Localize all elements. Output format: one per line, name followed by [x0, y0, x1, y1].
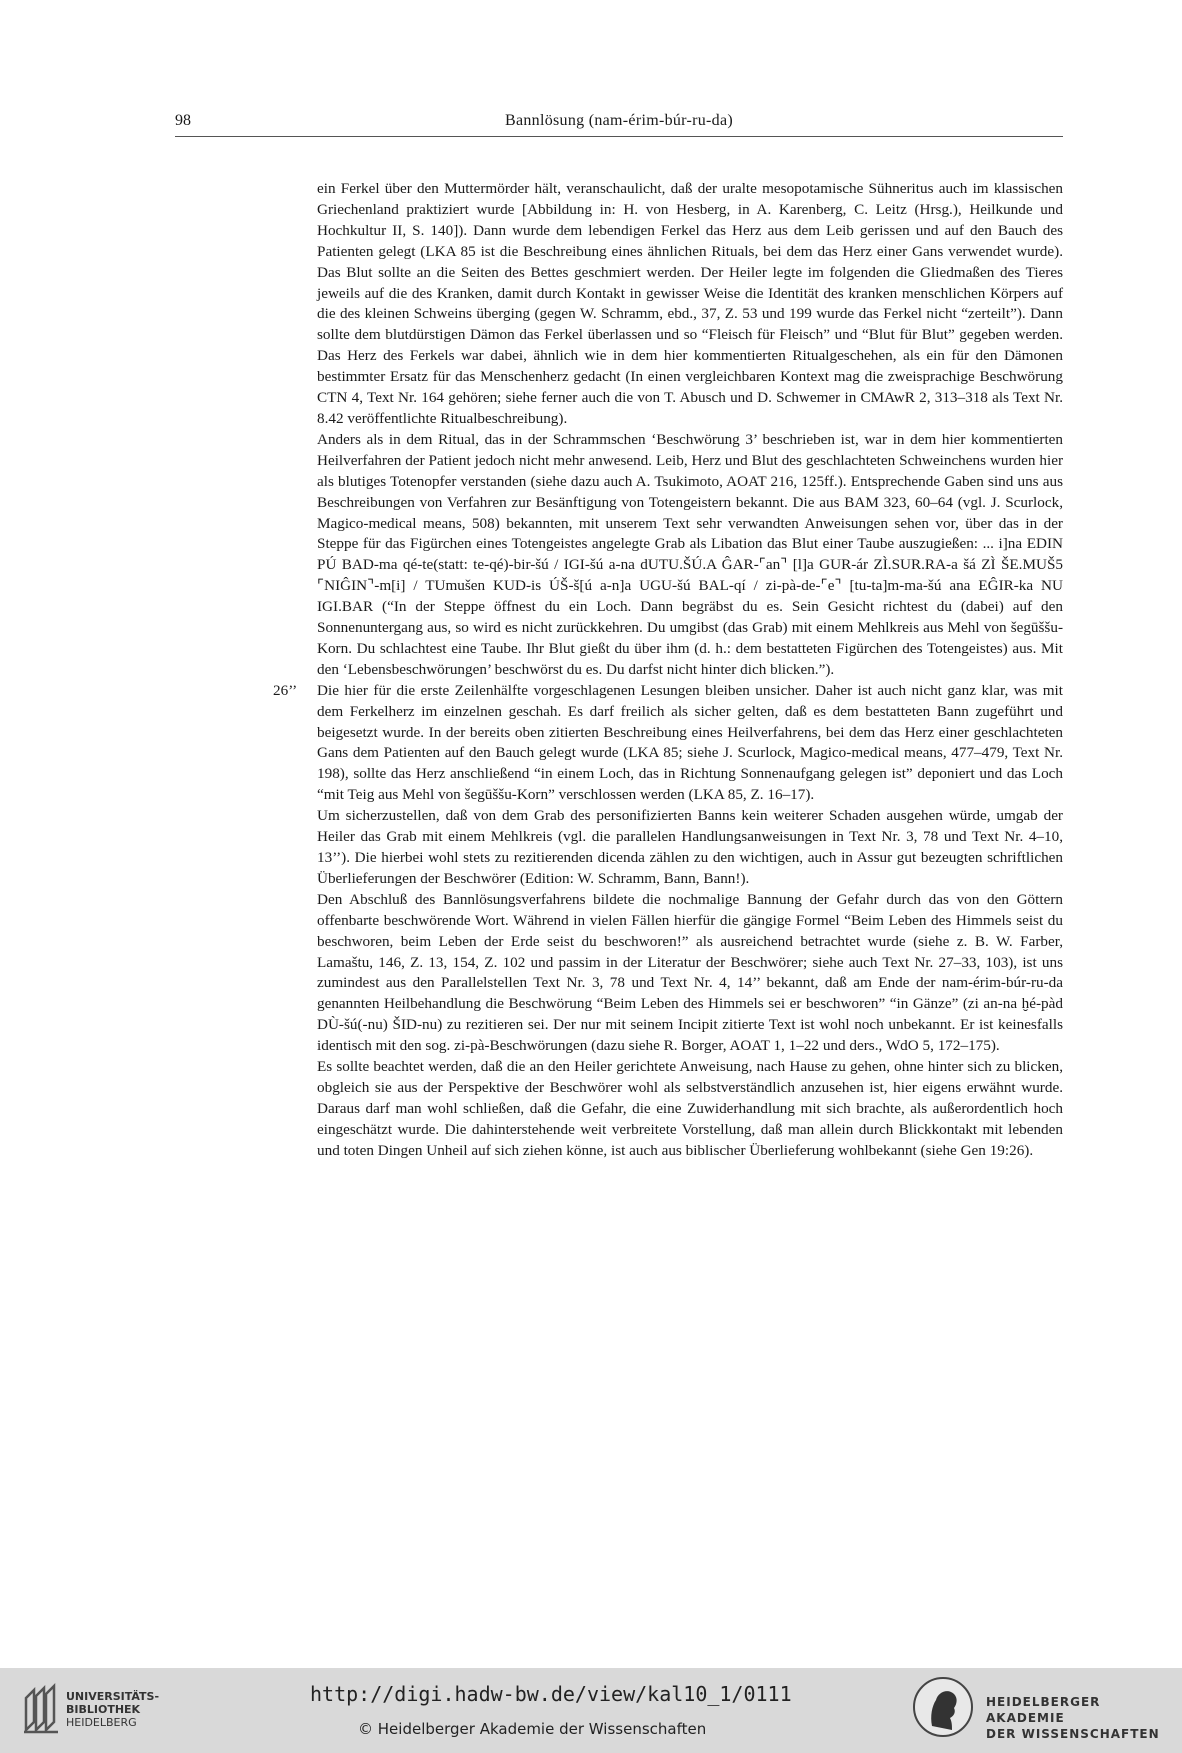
copyright-notice: © Heidelberger Akademie der Wissenschaften	[358, 1720, 707, 1738]
paragraph-text: Anders als in dem Ritual, das in der Schrammschen ‘Beschwörung 3’ beschrieben ist, war in dem hier kommentierten Heilverfahren der Patient jedoch nicht mehr anwesend. Leib, Herz und Blut des geschlachteten Schweinchens wurden hier als blutiges Totenopfer verstanden (siehe dazu auch A. Tsukimoto, AOAT 216, 125ff.). Entsprechende Gaben sind uns aus Beschreibungen von Verfahren zur Besänftigung von Totengeistern bekannt. Die aus BAM 323, 60–64 (vgl. J. Scurlock, Magico-medical means, 508) bekannten, mit unserem Text sehr verwandten Anweisungen sehen vor, über das in der Steppe für das Figürchen eines Totengeistes angelegte Grab als Libation das Blut einer Taube auszugießen: ... i]na EDIN PÚ BAD-ma qé-te(statt: te-qé)-bir-šú / IGI-šú a-na dUTU.ŠÚ.A ĜAR-⌜an⌝ [l]a GUR-ár ZÌ.SUR.RA-a šá ZÌ ŠE.MUŠ5 ⌜NIĜIN⌝-m[i] / TUmušen KUD-is ÚŠ-š[ú a-n]a UGU-šú BAL-qí / zi-pà-de-⌜e⌝ [tu-ta]m-ma-šú ana EĜIR-ka NU IGI.BAR (“In der Steppe öffnest du ein Loch. Dann begräbst du es. Sein Gesicht richtest du (dabei) auf den Sonnenuntergang aus, so wird es nicht zurückkehren. Du umgibst (das Grab) mit einem Mehlkreis aus Mehl von šegūššu-Korn. Du schlachtest eine Taube. Ihr Blut gießt du über ihm (d. h.: dem bestatteten Figürchen des Totengeistes) aus. Mit den ‘Lebensbeschwörungen’ beschwörst du es. Du darfst nicht hinter dich blicken.”).	[317, 430, 1063, 678]
book-stack-icon	[20, 1682, 72, 1738]
library-name	[66, 1690, 159, 1729]
academy-name	[986, 1694, 1182, 1742]
commentary-paragraph	[317, 430, 1063, 681]
commentary-paragraph	[317, 179, 1063, 430]
paragraph-text: Um sicherzustellen, daß von dem Grab des personifizierten Banns kein weiterer Schaden ausgehen würde, umgab der Heiler das Grab mit einem Mehlkreis (vgl. die parallelen Handlungsanweisungen in Text Nr. 3, 78 und Text Nr. 4–10, 13’’). Die hierbei wohl stets zu rezitierenden dicenda zählen zu den wichtigen, auch in Assur gut bezeugten schriftlichen Überlieferungen der Beschwörer (Edition: W. Schramm, Bann, Bann!).	[317, 807, 1063, 887]
library-name-line: UNIVERSITÄTS-	[66, 1690, 160, 1703]
permalink-url[interactable]: http://digi.hadw-bw.de/view/kal10_1/0111	[310, 1682, 792, 1706]
page-number: 98	[175, 112, 191, 129]
library-name-line: HEIDELBERG	[66, 1716, 137, 1729]
paragraph-text: Die hier für die erste Zeilenhälfte vorgeschlagenen Lesungen bleiben unsicher. Daher ist auch nicht ganz klar, was mit dem Ferkelherz im einzelnen geschah. Es darf freilich als sicher gelten, daß es dem bestatteten Bann zugeführt und beigesetzt wurde. In der bereits oben zitierten Beschreibung eines Heilverfahrens, bei dem das Herz einer geschlachteten Gans dem Patienten auf den Bauch gelegt wurde (LKA 85; siehe J. Scurlock, Magico-medical means, 477–479, Text Nr. 198), sollte das Herz anschließend “in einem Loch, das in Richtung Sonnenaufgang gelegen ist” deponiert und das Loch “mit Teig aus Mehl von šegūššu-Korn” verschlossen werden (LKA 85, Z. 16–17).	[317, 681, 1063, 804]
line-reference: 26’’	[273, 681, 298, 699]
page-header	[175, 112, 1063, 137]
academy-name-line: HEIDELBERGER AKADEMIE	[986, 1695, 1101, 1725]
academy-name-line: DER WISSENSCHAFTEN	[986, 1727, 1160, 1741]
portrait-medallion-icon	[912, 1676, 974, 1738]
paragraph-text: ein Ferkel über den Muttermörder hält, veranschaulicht, daß der uralte mesopotamische Sühneritus auch im klassischen Griechenland praktiziert wurde [Abbildung in: H. von Hesberg, in A. Karenberg, C. Leitz (Hrsg.), Heilkunde und Hochkultur II, S. 140]). Dann wurde dem lebendigen Ferkel das Herz aus dem Leib gerissen und auf den Bauch des Patienten gelegt (LKA 85 ist die Beschreibung eines ähnlichen Rituals, bei dem das Herz einer Gans verwendet wurde). Das Blut sollte an die Seiten des Bettes geschmiert werden. Der Heiler legte im folgenden die Gliedmaßen des Tieres jeweils auf die des Kranken, damit durch Kontakt in gewisser Weise die Identität des kranken menschlichen Körpers auf die des kleinen Schweins überging (gegen W. Schramm, ebd., 37, Z. 53 und 199 wurde das Ferkel nicht “zerteilt”). Dann sollte dem blutdürstigen Dämon das Ferkel überlassen und so “Fleisch für Fleisch” und “Blut für Blut” gegeben werden. Das Herz des Ferkels war dabei, ähnlich wie in dem hier kommentierten Ritualgeschehen, als ein für den Dämonen bestimmter Ersatz für das Menschenherz gedacht (In einen vergleichbaren Kontext mag die zweisprachige Beschwörung CTN 4, Text Nr. 164 gehören; siehe ferner auch die von T. Abusch und D. Schwemer in CMAwR 2, 313–318 als Text Nr. 8.42 veröffentlichte Ritualbeschreibung).	[317, 180, 1063, 427]
paragraph-text: Es sollte beachtet werden, daß die an den Heiler gerichtete Anweisung, nach Hause zu gehen, ohne hinter sich zu blicken, obgleich sie aus der Perspektive der Beschwörer wohl als selbstverständlich anzusehen ist, hier eigens erwähnt wurde. Daraus darf man wohl schließen, daß die Gefahr, die eine Zuwiderhandlung mit sich brachte, als außerordentlich hoch eingeschätzt wurde. Die dahinterstehende weit verbreitete Vorstellung, daß man allein durch Blickkontakt mit lebenden und toten Dingen Unheil auf sich ziehen könne, ist auch aus biblischer Überlieferung wohlbekannt (siehe Gen 19:26).	[317, 1058, 1063, 1159]
digitization-footer	[0, 1668, 1182, 1753]
commentary-paragraph	[317, 806, 1063, 890]
library-name-line: BIBLIOTHEK	[66, 1703, 141, 1716]
commentary-paragraph	[317, 890, 1063, 1057]
commentary-body	[273, 179, 1063, 1162]
commentary-paragraph	[317, 1057, 1063, 1162]
paragraph-text: Den Abschluß des Bannlösungsverfahrens bildete die nochmalige Bannung der Gefahr durch das von den Göttern offenbarte beschwörende Wort. Während in vielen Fällen hierfür die gängige Formel “Beim Leben des Himmels seist du beschworen, beim Leben der Erde seist du beschworen!” als ausreichend betrachtet wurde (siehe z. B. W. Farber, Lamaštu, 146, Z. 13, 154, Z. 102 und passim in der Literatur der Beschwörer; siehe auch Text Nr. 27–33, 103), ist uns zumindest aus den Parallelstellen Text Nr. 3, 78 und Text Nr. 4, 14’’ bekannt, daß am Ende der nam-érim-búr-ru-da genannten Heilbehandlung die Beschwörung “Beim Leben des Himmels sei er beschworen” “in Gänze” (zi an-na ḫé-pàd DÙ-šú(-nu) ŠID-nu) zu rezitieren sei. Der nur mit seinem Incipit zitierte Text ist wohl noch unbekannt. Er ist keinesfalls identisch mit den sog. zi-pà-Beschwörungen (dazu siehe R. Borger, AOAT 1, 1–22 und ders., WdO 5, 172–175).	[317, 890, 1063, 1055]
running-title: Bannlösung (nam-érim-búr-ru-da)	[504, 112, 734, 129]
commentary-paragraph	[273, 681, 1063, 806]
